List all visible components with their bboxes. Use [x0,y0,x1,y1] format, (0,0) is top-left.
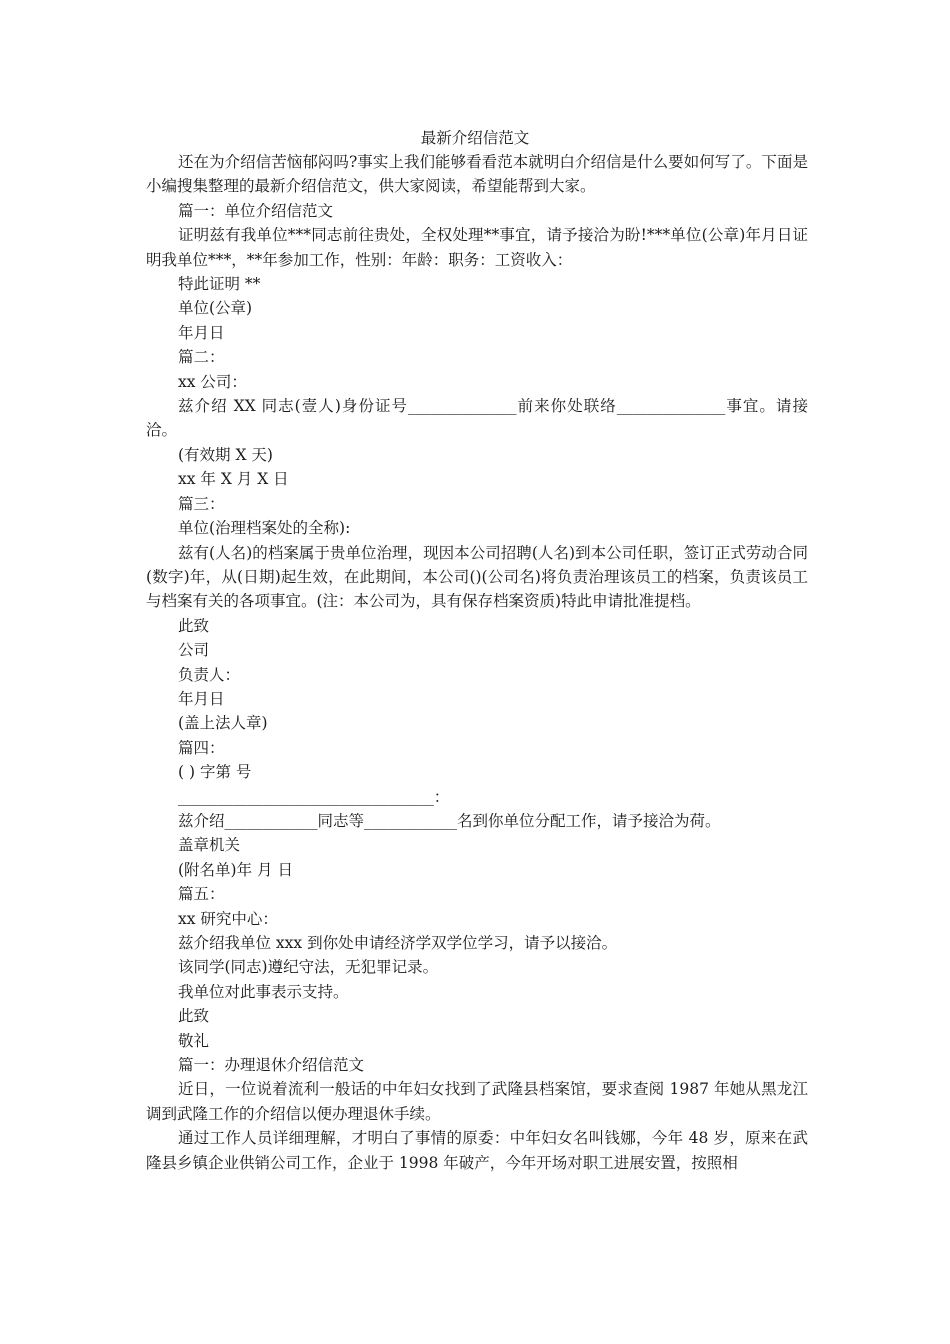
paragraph: 兹介绍 XX 同志(壹人)身份证号______________前来你处联络______________事宜。请接洽。 [146,397,808,440]
section-heading: 篇一：单位介绍信范文 [178,201,334,220]
section-heading: 篇一：办理退休介绍信范文 [178,1056,365,1075]
paragraph: 盖章机关 [178,836,241,855]
paragraph: 近日，一位说着流利一般话的中年妇女找到了武隆县档案馆，要求查阅 1987 年她从黑龙江调到武隆工作的介绍信以便办理退休手续。 [146,1080,808,1123]
paragraph: xx 公司： [178,372,247,391]
document-body [146,150,808,1175]
paragraph: 公司 [178,641,210,660]
section-heading: 篇二： [178,348,225,367]
section-heading: 篇三： [178,494,225,513]
paragraph: 年月日 [178,689,225,708]
section-heading: 篇四： [178,738,225,757]
paragraph: 该同学(同志)遵纪守法，无犯罪记录。 [178,958,439,977]
paragraph: xx 年 X 月 X 日 [178,470,289,489]
paragraph: 兹介绍____________同志等____________名到你单位分配工作，请予接洽为荷。 [178,811,721,830]
paragraph: _________________________________： [178,787,450,806]
paragraph: (盖上法人章) [178,714,268,733]
paragraph: 单位(治理档案处的全称): [178,519,351,538]
paragraph: 证明兹有我单位***同志前往贵处，全权处理**事宜，请予接洽为盼!***单位(公章)年月日证明我单位***，**年参加工作，性别：年龄：职务：工资收入： [146,226,808,269]
paragraph: (有效期 X 天) [178,445,273,464]
paragraph: 单位(公章) [178,299,253,318]
section-heading: 篇五： [178,885,225,904]
document-title: 最新介绍信范文 [420,129,530,147]
paragraph: 特此证明 ** [178,275,261,294]
paragraph: 我单位对此事表示支持。 [178,982,349,1001]
paragraph: 还在为介绍信苦恼郁闷吗?事实上我们能够看看范本就明白介绍信是什么要如何写了。下面是小编搜集整理的最新介绍信范文，供大家阅读，希望能帮到大家。 [146,153,808,196]
paragraph: ( ) 字第 号 [178,763,252,782]
paragraph: 兹介绍我单位 xxx 到你处申请经济学双学位学习，请予以接洽。 [178,934,618,952]
paragraph: 兹有(人名)的档案属于贵单位治理，现因本公司招聘(人名)到本公司任职，签订正式劳动合同(数字)年，从(日期)起生效，在此期间，本公司()(公司名)将负责治理该员工的档案，负责该员工与档案有关的各项事宜。(注：本公司为，具有保存档案资质)特此申请批准提档。 [146,543,808,611]
paragraph: 负责人： [178,665,241,684]
paragraph: 此致 [178,1007,210,1026]
paragraph: 敬礼 [178,1031,210,1050]
paragraph: 通过工作人员详细理解，才明白了事情的原委：中年妇女名叫钱娜，今年 48 岁，原来在武隆县乡镇企业供销公司工作，企业于 1998 年破产，今年开场对职工进展安置，按照相 [146,1129,808,1172]
paragraph: 此致 [178,616,210,635]
paragraph: 年月日 [178,323,225,342]
paragraph: xx 研究中心： [178,909,278,928]
paragraph: (附名单)年 月 日 [178,860,293,879]
